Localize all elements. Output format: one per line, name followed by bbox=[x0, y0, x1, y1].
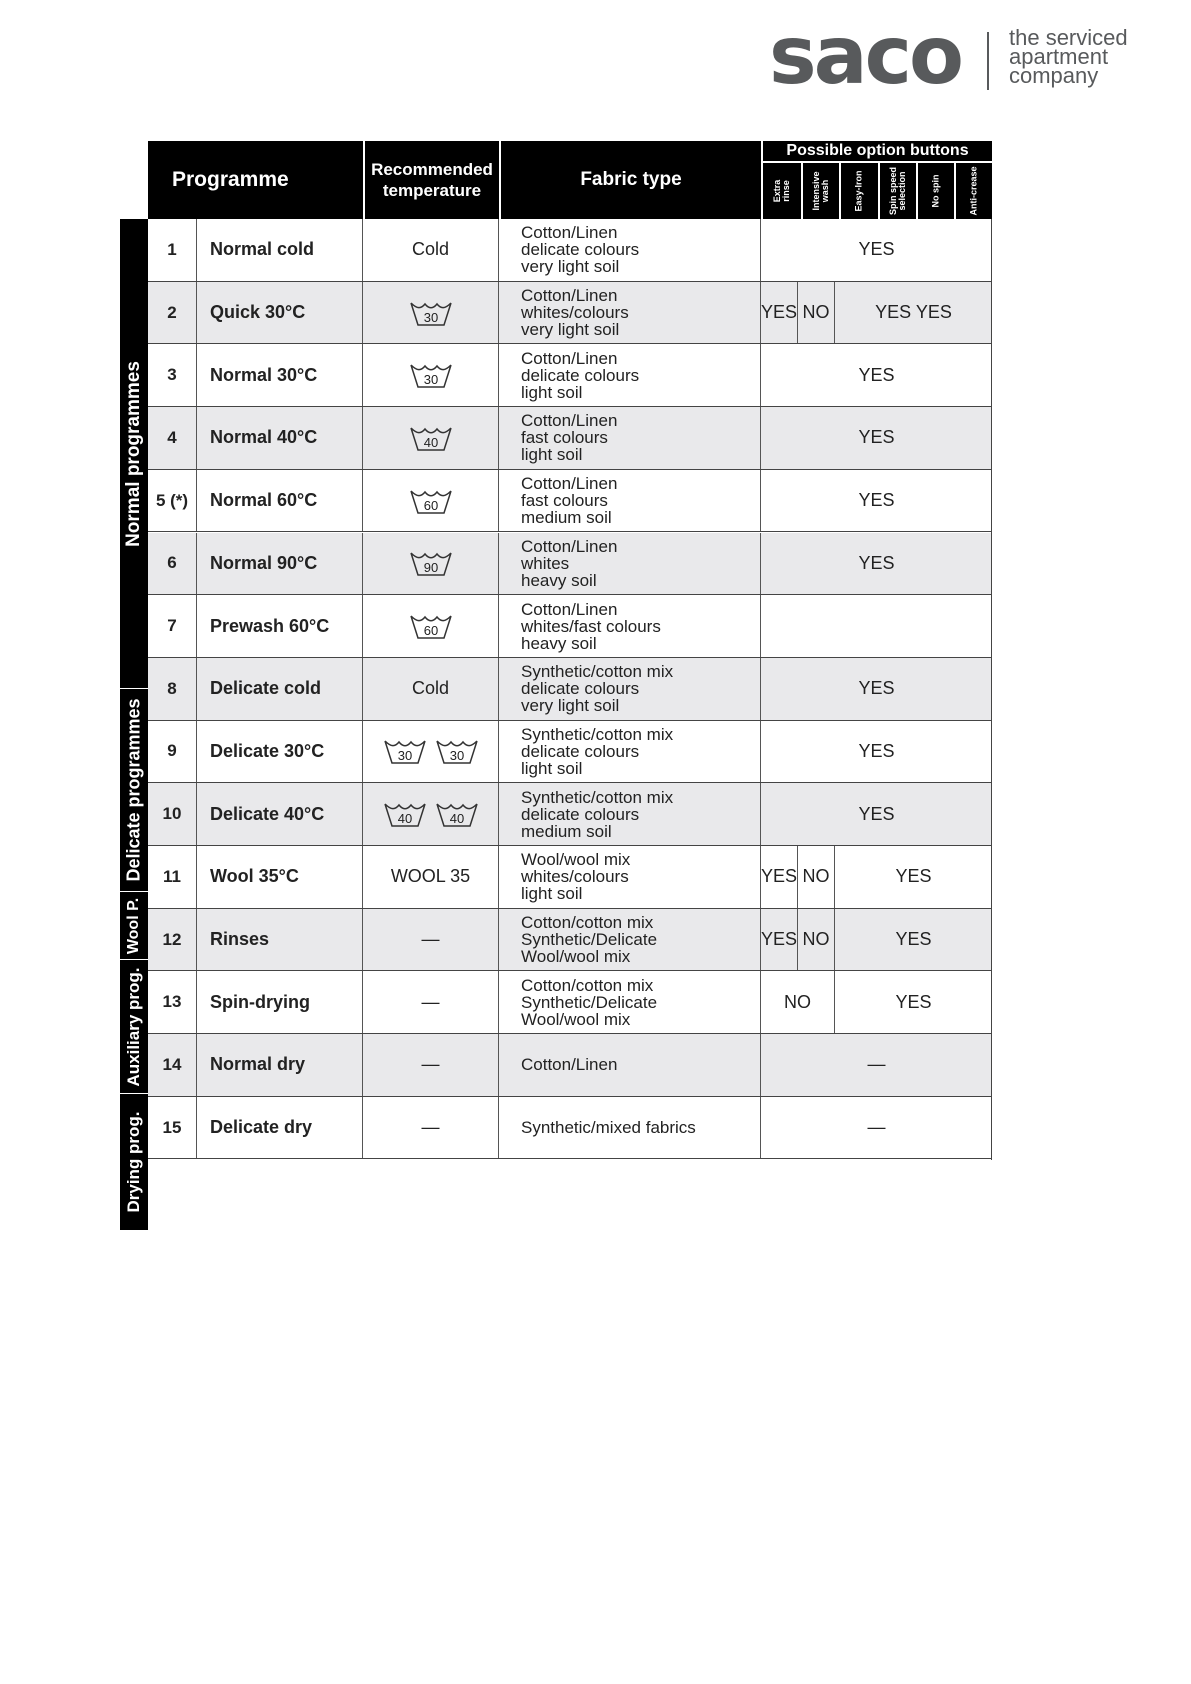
header-option-label bbox=[969, 166, 978, 215]
fabric-lines bbox=[521, 538, 617, 589]
recommended-temperature: — bbox=[363, 1097, 499, 1159]
fabric-line: Cotton/Linen bbox=[521, 599, 618, 619]
programme-number: 5 (*) bbox=[148, 470, 197, 532]
wash-temperature-icon bbox=[409, 487, 453, 515]
table-row bbox=[148, 783, 992, 846]
fabric-line: delicate colours bbox=[521, 804, 640, 824]
programme-name: Delicate cold bbox=[197, 658, 363, 720]
fabric-type bbox=[499, 407, 761, 469]
wash-temperature-icon bbox=[409, 549, 453, 577]
fabric-line: light soil bbox=[521, 382, 583, 402]
fabric-line: fast colours bbox=[521, 491, 608, 511]
fabric-line: very light soil bbox=[521, 320, 620, 340]
table-row bbox=[148, 1097, 992, 1160]
header-options bbox=[763, 141, 992, 219]
fabric-line: delicate colours bbox=[521, 741, 640, 761]
fabric-line: Cotton/cotton mix bbox=[521, 913, 654, 933]
fabric-lines bbox=[521, 851, 630, 902]
group-delicate bbox=[120, 689, 148, 891]
option-value: NO bbox=[798, 846, 835, 908]
option-values bbox=[761, 1034, 992, 1096]
header-option-line: Easy-Iron bbox=[853, 170, 864, 212]
option-values bbox=[761, 219, 992, 281]
programme-number: 8 bbox=[148, 658, 197, 720]
header-option-line: wash bbox=[820, 179, 831, 203]
fabric-lines bbox=[521, 475, 617, 526]
fabric-line: whites/colours bbox=[521, 303, 629, 323]
wash-temperature-icon bbox=[409, 424, 453, 452]
fabric-lines bbox=[521, 977, 657, 1028]
option-values bbox=[761, 846, 992, 908]
option-value: YES bbox=[858, 239, 895, 260]
group-auxiliary-label: Auxiliary prog. bbox=[124, 966, 143, 1087]
fabric-lines bbox=[521, 350, 639, 401]
fabric-line: Wool/wool mix bbox=[521, 947, 631, 967]
programme-number: 12 bbox=[148, 909, 197, 971]
fabric-type bbox=[499, 595, 761, 657]
wash-temperature-value: 30 bbox=[449, 748, 464, 764]
fabric-line: light soil bbox=[521, 758, 583, 778]
option-value: YES bbox=[858, 552, 895, 573]
group-wool bbox=[120, 892, 148, 959]
option-values bbox=[761, 721, 992, 783]
recommended-temperature bbox=[363, 407, 499, 469]
header-option bbox=[839, 163, 877, 219]
fabric-lines bbox=[521, 412, 617, 463]
header-programme bbox=[148, 141, 363, 219]
recommended-temperature: Cold bbox=[363, 658, 499, 720]
recommended-temperature bbox=[363, 783, 499, 845]
wash-temperature-value: 30 bbox=[397, 748, 412, 764]
logo-tagline bbox=[1009, 25, 1128, 88]
programme-name: Quick 30°C bbox=[197, 282, 363, 344]
fabric-line: Cotton/Linen bbox=[521, 348, 618, 368]
fabric-type bbox=[499, 282, 761, 344]
header-temperature-line: temperature bbox=[382, 181, 482, 200]
table-row bbox=[148, 846, 992, 909]
fabric-line: Cotton/Linen bbox=[521, 411, 618, 431]
programme-name: Prewash 60°C bbox=[197, 595, 363, 657]
header-option bbox=[763, 163, 801, 219]
programme-number: 14 bbox=[148, 1034, 197, 1096]
wash-temperature-value: 40 bbox=[397, 811, 412, 827]
option-value: YES bbox=[858, 490, 895, 511]
option-value: NO bbox=[798, 282, 835, 344]
logo-tagline-line: the serviced bbox=[1009, 25, 1128, 50]
option-values bbox=[761, 1097, 992, 1159]
programme-name: Normal cold bbox=[197, 219, 363, 281]
fabric-type bbox=[499, 971, 761, 1033]
recommended-temperature bbox=[363, 344, 499, 406]
header-option-label bbox=[773, 180, 791, 203]
fabric-type bbox=[499, 533, 761, 595]
fabric-lines bbox=[521, 663, 673, 714]
header-option-line: selection bbox=[896, 171, 907, 211]
group-normal-label: Normal programmes bbox=[123, 360, 144, 547]
fabric-line: delicate colours bbox=[521, 240, 640, 260]
fabric-lines bbox=[521, 789, 673, 840]
fabric-type bbox=[499, 909, 761, 971]
option-values bbox=[761, 407, 992, 469]
option-values bbox=[761, 658, 992, 720]
fabric-line: Wool/wool mix bbox=[521, 1009, 631, 1029]
programme-number: 1 bbox=[148, 219, 197, 281]
header-option-line: Extra bbox=[772, 179, 783, 203]
recommended-temperature: — bbox=[363, 1034, 499, 1096]
programme-number: 4 bbox=[148, 407, 197, 469]
header-option bbox=[878, 163, 916, 219]
wash-temperature-icon bbox=[409, 612, 453, 640]
table-row bbox=[148, 721, 992, 784]
option-value: YES bbox=[761, 282, 798, 344]
fabric-line: very light soil bbox=[521, 257, 620, 277]
group-drying-label: Drying prog. bbox=[124, 1111, 143, 1213]
wash-temperature-value: 90 bbox=[423, 560, 438, 576]
option-values bbox=[761, 344, 992, 406]
programme-name: Delicate 30°C bbox=[197, 721, 363, 783]
fabric-type bbox=[499, 1034, 761, 1096]
option-values bbox=[761, 909, 992, 971]
fabric-type bbox=[499, 658, 761, 720]
fabric-line: heavy soil bbox=[521, 570, 597, 590]
fabric-line: whites bbox=[521, 553, 570, 573]
fabric-line: light soil bbox=[521, 884, 583, 904]
fabric-line: fast colours bbox=[521, 428, 608, 448]
logo-tagline-line: company bbox=[1009, 63, 1099, 88]
fabric-line: light soil bbox=[521, 445, 583, 465]
fabric-type bbox=[499, 721, 761, 783]
programme-number: 13 bbox=[148, 971, 197, 1033]
programme-number: 2 bbox=[148, 282, 197, 344]
programme-number: 6 bbox=[148, 533, 197, 595]
recommended-temperature bbox=[363, 721, 499, 783]
header-option-line: Spin speed bbox=[887, 166, 898, 216]
table-row bbox=[148, 971, 992, 1034]
fabric-lines bbox=[521, 287, 629, 338]
recommended-temperature bbox=[363, 470, 499, 532]
header-option-line: Intensive bbox=[811, 171, 822, 211]
wash-temperature-icon bbox=[383, 800, 427, 828]
programme-name: Normal 60°C bbox=[197, 470, 363, 532]
fabric-line: Synthetic/cotton mix bbox=[521, 724, 674, 744]
table-row bbox=[148, 1034, 992, 1097]
fabric-line: Cotton/Linen bbox=[521, 1055, 618, 1075]
option-value: YES bbox=[858, 364, 895, 385]
option-value: NO bbox=[798, 909, 835, 971]
option-value: YES bbox=[895, 991, 932, 1012]
fabric-lines bbox=[521, 1056, 617, 1073]
fabric-line: very light soil bbox=[521, 696, 620, 716]
option-values bbox=[761, 470, 992, 532]
recommended-temperature bbox=[363, 595, 499, 657]
table-row bbox=[148, 595, 992, 658]
fabric-type bbox=[499, 1097, 761, 1159]
group-delicate-label: Delicate programmes bbox=[123, 698, 144, 882]
fabric-line: Cotton/cotton mix bbox=[521, 975, 654, 995]
fabric-lines bbox=[521, 601, 661, 652]
header-fabric bbox=[501, 141, 761, 219]
table-row bbox=[148, 282, 992, 345]
programme-number: 15 bbox=[148, 1097, 197, 1159]
fabric-lines bbox=[521, 224, 639, 275]
programme-name: Wool 35°C bbox=[197, 846, 363, 908]
fabric-lines bbox=[521, 726, 673, 777]
programme-name: Normal 30°C bbox=[197, 344, 363, 406]
fabric-line: medium soil bbox=[521, 508, 612, 528]
fabric-line: Synthetic/mixed fabrics bbox=[521, 1118, 696, 1138]
header-option-label bbox=[855, 170, 864, 211]
fabric-line: delicate colours bbox=[521, 365, 640, 385]
header-option bbox=[916, 163, 954, 219]
fabric-lines bbox=[521, 914, 657, 965]
fabric-type bbox=[499, 783, 761, 845]
fabric-line: Cotton/Linen bbox=[521, 223, 618, 243]
programme-number: 10 bbox=[148, 783, 197, 845]
wash-temperature-value: 60 bbox=[423, 497, 438, 513]
option-value: YES bbox=[858, 427, 895, 448]
group-normal bbox=[120, 219, 148, 688]
header-temperature-line: Recommended bbox=[371, 160, 493, 179]
header-programme-label: Programme bbox=[172, 168, 289, 191]
option-value: YES bbox=[858, 740, 895, 761]
recommended-temperature: — bbox=[363, 909, 499, 971]
fabric-line: Synthetic/Delicate bbox=[521, 992, 658, 1012]
header-fabric-label: Fabric type bbox=[580, 169, 682, 190]
table-row bbox=[148, 470, 992, 533]
header-option-label bbox=[889, 167, 907, 215]
fabric-line: heavy soil bbox=[521, 633, 597, 653]
logo-tagline-line: apartment bbox=[1009, 44, 1109, 69]
header-option-label bbox=[812, 171, 830, 210]
wash-temperature-icon bbox=[435, 800, 479, 828]
wash-temperature-value: 30 bbox=[423, 309, 438, 325]
recommended-temperature bbox=[363, 282, 499, 344]
header-option-line: rinse bbox=[781, 180, 792, 202]
programme-number: 9 bbox=[148, 721, 197, 783]
header-temperature bbox=[365, 141, 499, 219]
table-row bbox=[148, 407, 992, 470]
table-row bbox=[148, 658, 992, 721]
option-values bbox=[761, 783, 992, 845]
fabric-line: Wool/wool mix bbox=[521, 850, 631, 870]
fabric-lines bbox=[521, 1119, 696, 1136]
option-value: NO bbox=[761, 971, 835, 1033]
programme-number: 7 bbox=[148, 595, 197, 657]
programme-name: Rinses bbox=[197, 909, 363, 971]
logo-wordmark: saco bbox=[769, 9, 961, 102]
option-values bbox=[761, 971, 992, 1033]
option-value: YES YES bbox=[875, 302, 952, 323]
option-value: YES bbox=[761, 846, 798, 908]
recommended-temperature: WOOL 35 bbox=[363, 846, 499, 908]
fabric-line: Cotton/Linen bbox=[521, 536, 618, 556]
option-values bbox=[761, 595, 992, 657]
group-auxiliary bbox=[120, 960, 148, 1093]
programme-number: 3 bbox=[148, 344, 197, 406]
recommended-temperature bbox=[363, 533, 499, 595]
group-drying bbox=[120, 1094, 148, 1230]
logo-divider bbox=[987, 32, 989, 90]
header-option-label bbox=[931, 175, 940, 208]
fabric-line: Synthetic/cotton mix bbox=[521, 787, 674, 807]
option-value: YES bbox=[858, 678, 895, 699]
header-option-line: Anti-crease bbox=[968, 166, 979, 216]
header-option bbox=[954, 163, 992, 219]
programme-name: Spin-drying bbox=[197, 971, 363, 1033]
option-values bbox=[761, 533, 992, 595]
fabric-type bbox=[499, 470, 761, 532]
wash-temperature-value: 60 bbox=[423, 623, 438, 639]
table-row bbox=[148, 344, 992, 407]
option-values bbox=[761, 282, 992, 344]
header-options-title: Possible option buttons bbox=[763, 141, 992, 163]
wash-temperature-value: 40 bbox=[423, 434, 438, 450]
wash-temperature-value: 40 bbox=[449, 811, 464, 827]
wash-temperature-value: 30 bbox=[423, 372, 438, 388]
fabric-line: Synthetic/cotton mix bbox=[521, 662, 674, 682]
wash-temperature-icon bbox=[409, 361, 453, 389]
recommended-temperature: — bbox=[363, 971, 499, 1033]
wash-temperature-icon bbox=[383, 737, 427, 765]
table-row bbox=[148, 533, 992, 596]
programme-name: Normal 40°C bbox=[197, 407, 363, 469]
fabric-line: Synthetic/Delicate bbox=[521, 930, 658, 950]
fabric-line: whites/colours bbox=[521, 867, 629, 887]
fabric-type bbox=[499, 219, 761, 281]
programme-name: Normal dry bbox=[197, 1034, 363, 1096]
table-row bbox=[148, 909, 992, 972]
fabric-line: medium soil bbox=[521, 821, 612, 841]
programme-name: Delicate dry bbox=[197, 1097, 363, 1159]
wash-temperature-icon bbox=[409, 299, 453, 327]
option-value: YES bbox=[895, 929, 932, 950]
fabric-line: whites/fast colours bbox=[521, 616, 661, 636]
header-option-line: No spin bbox=[930, 174, 941, 208]
programme-name: Normal 90°C bbox=[197, 533, 363, 595]
programme-number: 11 bbox=[148, 846, 197, 908]
option-value: YES bbox=[761, 909, 798, 971]
header-option bbox=[801, 163, 839, 219]
wash-temperature-icon bbox=[435, 737, 479, 765]
recommended-temperature: Cold bbox=[363, 219, 499, 281]
fabric-type bbox=[499, 344, 761, 406]
programme-name: Delicate 40°C bbox=[197, 783, 363, 845]
option-value: — bbox=[867, 1117, 886, 1138]
option-value: YES bbox=[858, 803, 895, 824]
programme-table bbox=[120, 141, 992, 1230]
table-row bbox=[148, 219, 992, 282]
group-wool-label: Wool P. bbox=[125, 897, 142, 954]
option-value: — bbox=[867, 1054, 886, 1075]
fabric-line: Cotton/Linen bbox=[521, 474, 618, 494]
option-value: YES bbox=[895, 866, 932, 887]
header-option-list bbox=[763, 163, 992, 219]
fabric-line: Cotton/Linen bbox=[521, 286, 618, 306]
fabric-type bbox=[499, 846, 761, 908]
fabric-line: delicate colours bbox=[521, 679, 640, 699]
